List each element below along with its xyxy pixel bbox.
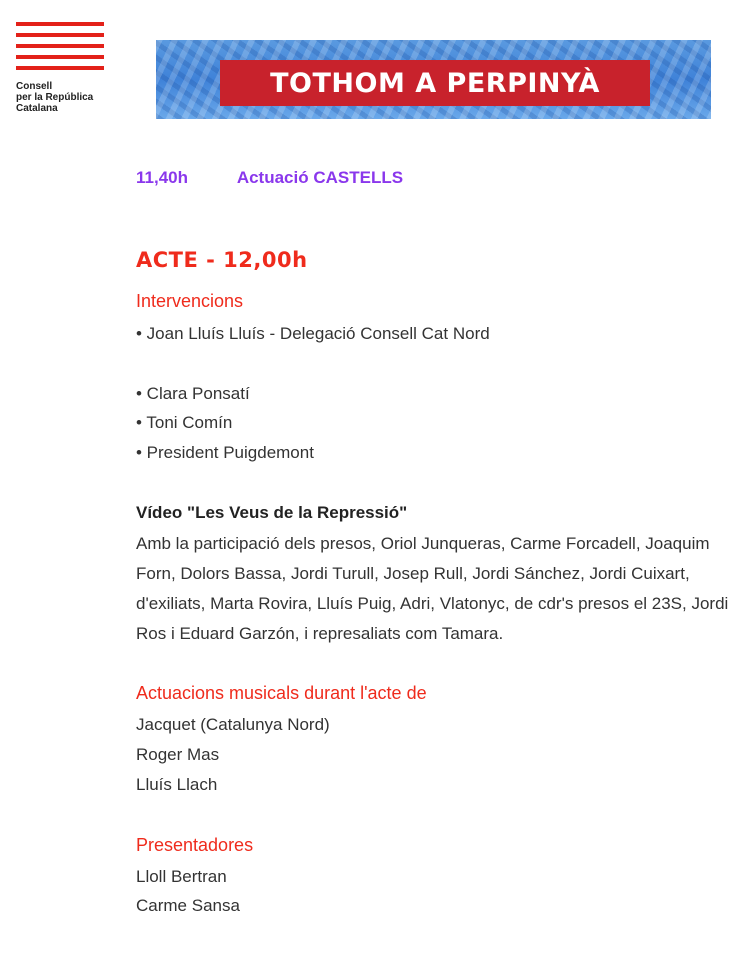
consell-logo [16, 22, 116, 114]
event-banner[interactable] [156, 40, 711, 119]
logo-text: Consell per la República Catalana [16, 81, 94, 114]
list-item: Jacquet (Catalunya Nord) [136, 715, 330, 734]
list-item: Roger Mas [136, 745, 220, 764]
schedule-time: 11,40h [136, 168, 188, 187]
video-title: Vídeo "Les Veus de la Repressió" [136, 503, 408, 522]
banner-title: TOTHOM A PERPINYÀ [270, 67, 600, 99]
list-item: Lloll Bertran [136, 867, 227, 886]
list-item: • President Puigdemont [136, 443, 314, 462]
list-item: Lluís Llach [136, 775, 218, 794]
banner-box [220, 60, 650, 106]
intervencions-heading: Intervencions [136, 291, 244, 311]
list-item: • Joan Lluís Lluís - Delegació Consell Cat Nord [136, 324, 490, 343]
acte-heading: ACTE - 12,00h [136, 248, 308, 272]
musicals-heading: Actuacions musicals durant l'acte de [136, 683, 427, 703]
schedule-row [136, 167, 403, 189]
senyera-bars-icon [16, 22, 104, 70]
list-item: • Clara Ponsatí [136, 384, 250, 403]
list-item: Carme Sansa [136, 896, 240, 915]
presentadores-heading: Presentadores [136, 835, 254, 855]
video-description: Amb la participació dels presos, Oriol Junqueras, Carme Forcadell, Joaquim Forn, Dolors Bassa, Jordi Turull, Josep Rull, Jordi Sánchez, Jordi Cuixart, d'exiliats, Marta Rovira, Lluís Puig, Adri, Vlatonyc, de cdr's presos el 23S, Jordi Ros i Eduard Garzón, i represaliats com Tamara. [136, 534, 729, 643]
list-item: • Toni Comín [136, 413, 233, 432]
schedule-activity: Actuació CASTELLS [236, 168, 404, 187]
